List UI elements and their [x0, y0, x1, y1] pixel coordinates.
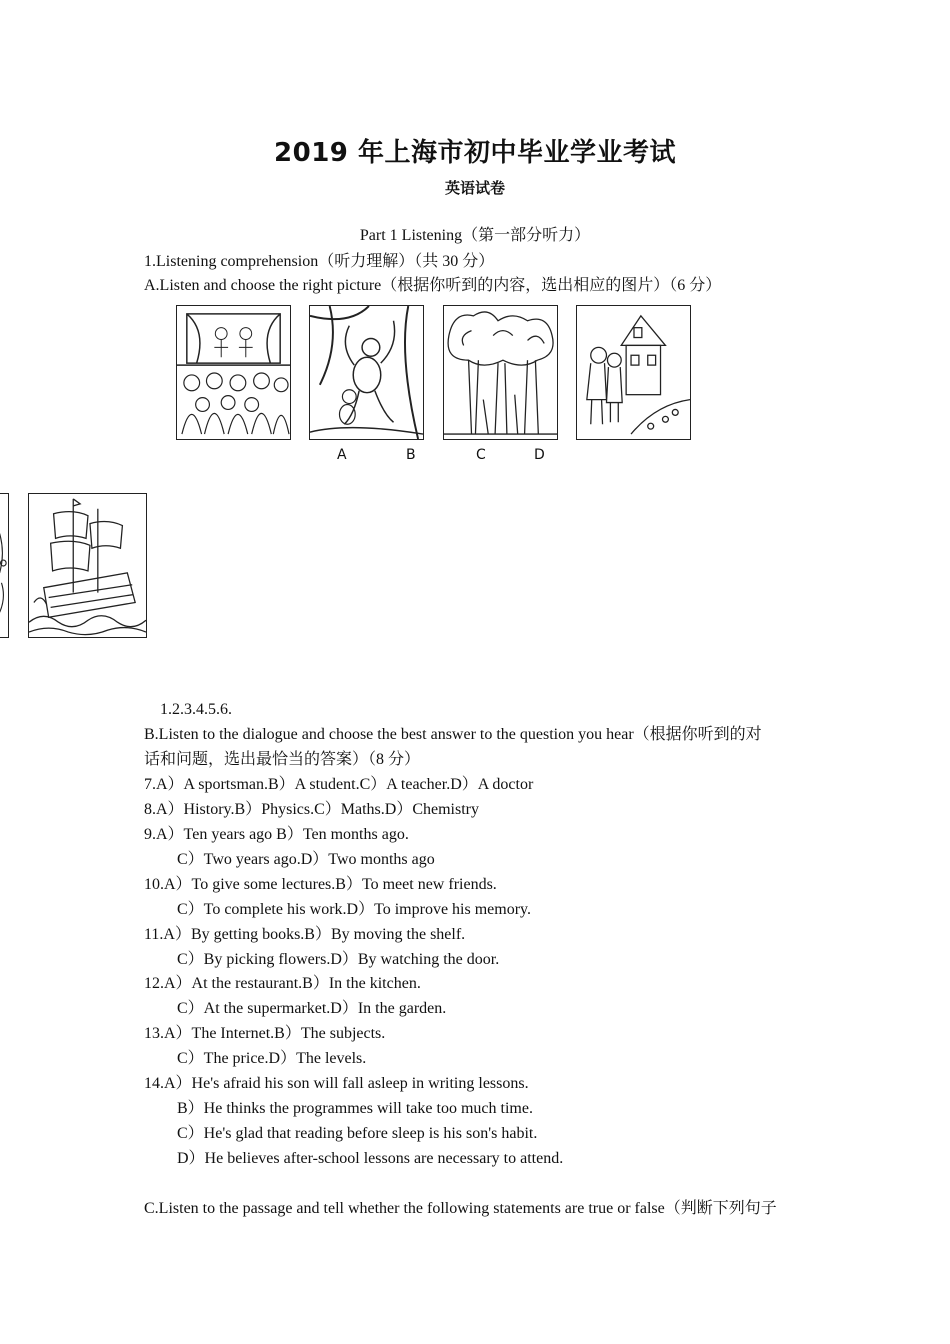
section-c-heading-line1: C.Listen to the passage and tell whether the following statements are true or false（判断下列句子	[144, 1200, 777, 1217]
section-b-heading-line2: 话和问题，选出最恰当的答案）（8 分）	[144, 751, 421, 768]
question-14-line3: C）He's glad that reading before sleep is his son's habit.	[177, 1125, 538, 1142]
question-12-line1: 12.A）At the restaurant.B）In the kitchen.	[144, 975, 421, 992]
children-and-house-picture	[576, 305, 691, 440]
question-11-line1: 11.A）By getting books.B）By moving the shelf.	[144, 926, 466, 943]
answer-blanks: 1.2.3.4.5.6.	[160, 701, 232, 718]
picture-letter-b: B	[406, 447, 416, 463]
picture-letter-c: C	[476, 447, 486, 463]
question-9-line1: 9.A）Ten years ago B）Ten months ago.	[144, 826, 409, 843]
question-10-line2: C）To complete his work.D）To improve his memory.	[177, 901, 532, 918]
question-7: 7.A）A sportsman.B）A student.C）A teacher.D）A doctor	[144, 776, 534, 793]
section-b-heading-line1: B.Listen to the dialogue and choose the best answer to the question you hear（根据你听到的对	[144, 726, 762, 743]
theater-audience-picture	[176, 305, 291, 440]
question-10-line1: 10.A）To give some lectures.B）To meet new friends.	[144, 876, 497, 893]
question-12-line2: C）At the supermarket.D）In the garden.	[177, 1000, 447, 1017]
sailing-ship-picture	[28, 493, 147, 638]
section-a-heading: A.Listen and choose the right picture（根据你听到的内容，选出相应的图片）（6 分）	[144, 277, 722, 294]
part1-heading: Part 1 Listening（第一部分听力）	[359, 227, 591, 244]
page-subtitle: 英语试卷	[444, 179, 505, 197]
picture-letter-a: A	[337, 447, 347, 463]
question-14-line2: B）He thinks the programmes will take too much time.	[177, 1100, 533, 1117]
picture-letter-d: D	[534, 447, 545, 463]
monkeys-in-tree-picture	[309, 305, 424, 440]
forest-trees-picture	[443, 305, 558, 440]
question-14-line1: 14.A）He's afraid his son will fall asleep in writing lessons.	[144, 1075, 529, 1092]
partial-picture	[0, 493, 9, 638]
question-8: 8.A）History.B）Physics.C）Maths.D）Chemistry	[144, 801, 479, 818]
question-13-line1: 13.A）The Internet.B）The subjects.	[144, 1025, 386, 1042]
question-13-line2: C）The price.D）The levels.	[177, 1050, 367, 1067]
question-14-line4: D）He believes after-school lessons are necessary to attend.	[177, 1150, 564, 1167]
section-1-heading: 1.Listening comprehension（听力理解）（共 30 分）	[144, 253, 495, 270]
question-11-line2: C）By picking flowers.D）By watching the door.	[177, 951, 500, 968]
page-title: 2019 年上海市初中毕业学业考试	[274, 138, 676, 168]
question-9-line2: C）Two years ago.D）Two months ago	[177, 851, 435, 868]
